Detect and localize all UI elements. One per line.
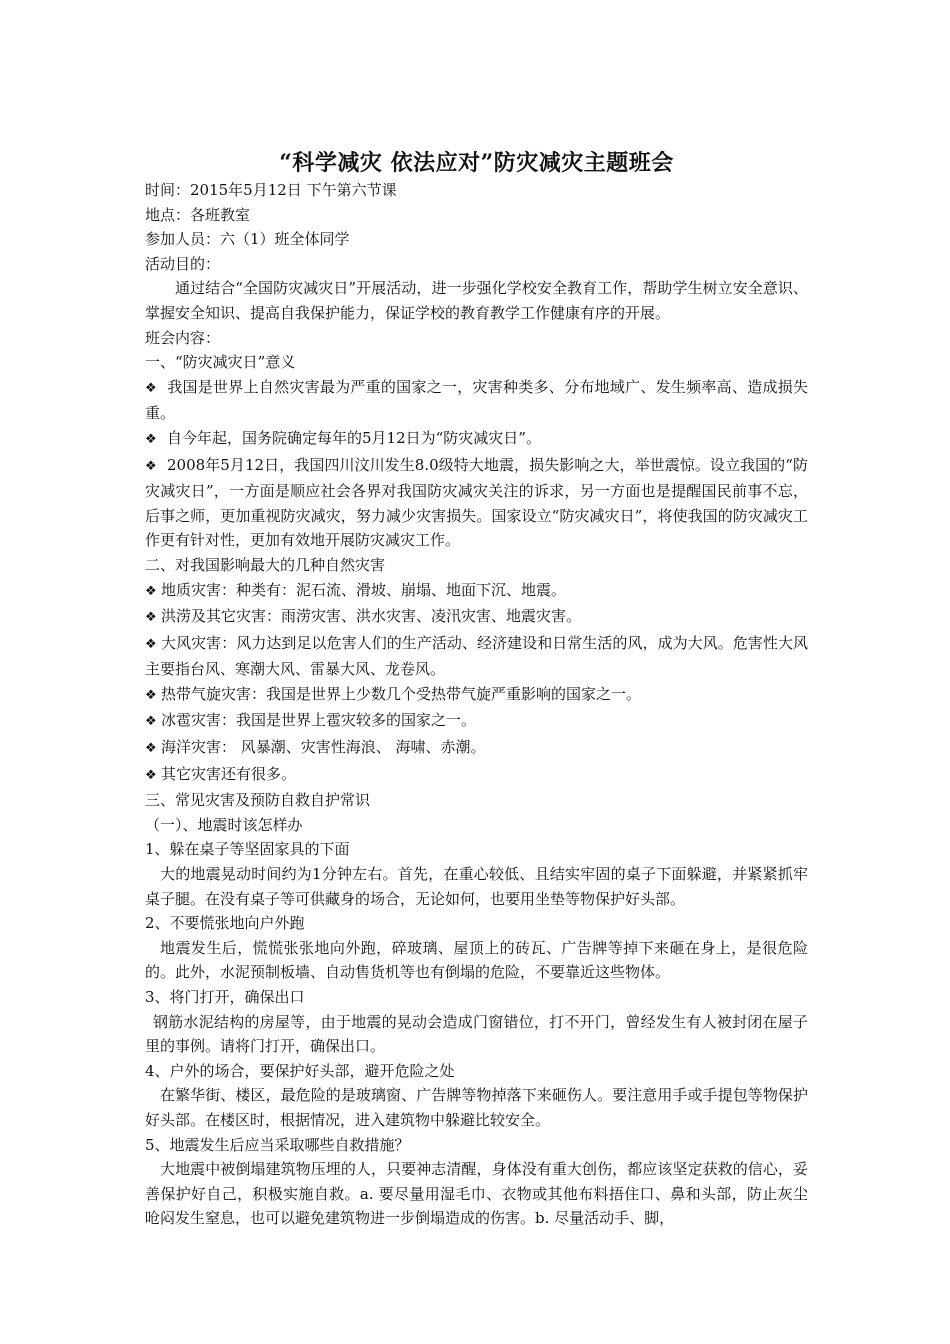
- section3-heading: 三、常见灾害及预防自救自护常识: [145, 791, 371, 810]
- section1-bullet: [145, 426, 808, 453]
- section2-heading: 二、对我国影响最大的几种自然灾害: [145, 555, 386, 574]
- section1-heading: 一、“防灾减灾日”意义: [145, 353, 296, 372]
- diamond-bullet-icon: ❖: [145, 610, 157, 626]
- section2-bullet: [145, 708, 808, 735]
- item-text: 大地震中被倒塌建筑物压埋的人，只要神志清醒，身体没有重大创伤，都应该坚定获救的信心，妥善保护好自己，积极实施自救。a. 要尽量用湿毛巾、衣物或其他布料捂住口、鼻和头部，防止灰尘呛闷发生窒息，也可以避免建筑物进一步倒塌造成的伤害。b. 尽量活动手、脚，: [145, 1160, 808, 1228]
- item-heading: 5、地震发生后应当采取哪些自救措施？: [145, 1135, 410, 1154]
- diamond-bullet-icon: ❖: [145, 636, 157, 652]
- section1-bullet: [145, 375, 808, 426]
- item-heading: 4、户外的场合，要保护好头部，避开危险之处: [145, 1061, 455, 1080]
- diamond-bullet-icon: ❖: [145, 714, 157, 730]
- section2-bullet: [145, 604, 808, 631]
- bullet-text: 大风灾害：风力达到足以危害人们的生产活动、经济建设和日常生活的风，成为大风。危害性大风主要指台风、寒潮大风、雷暴大风、龙卷风。: [145, 633, 808, 679]
- diamond-bullet-icon: ❖: [145, 741, 157, 757]
- bullet-text: 2008年5月12日，我国四川汶川发生8.0级特大地震，损失影响之大，举世震惊。设立我国的“防灾减灾日”，一方面是顺应社会各界对我国防灾减灾关注的诉求，另一方面也是提醒国民前事不忘，后事之师，更加重视防灾减灾，努力减少灾害损失。国家设立“防灾减灾日”，将使我国的防灾减灾工作更有针对性，更加有效地开展防灾减灾工作。: [145, 455, 808, 550]
- item-heading: 1、躲在桌子等坚固家具的下面: [145, 840, 350, 859]
- section2-bullet: [145, 682, 808, 709]
- content-label: 班会内容：: [145, 328, 221, 347]
- item-heading: 2、不要慌张地向户外跑: [145, 914, 305, 933]
- item-text: 地震发生后，慌慌张张地向外跑，碎玻璃、屋顶上的砖瓦、广告牌等掉下来砸在身上，是很危险的。此外，水泥预制板墙、自动售货机等也有倒塌的危险，不要靠近这些物体。: [145, 938, 808, 982]
- diamond-bullet-icon: ❖: [145, 458, 157, 474]
- meta-time: 时间：2015年5月12日 下午第六节课: [145, 181, 397, 199]
- bullet-text: 我国是世界上自然灾害最为严重的国家之一，灾害种类多、分布地域广、发生频率高、造成损失重。: [145, 377, 808, 423]
- diamond-bullet-icon: ❖: [145, 431, 157, 447]
- diamond-bullet-icon: ❖: [145, 583, 157, 599]
- bullet-text: 地质灾害：种类有：泥石流、滑坡、崩塌、地面下沉、地震。: [161, 580, 567, 599]
- diamond-bullet-icon: ❖: [145, 767, 157, 783]
- purpose-text: 通过结合“全国防灾减灾日”开展活动，进一步强化学校安全教育工作，帮助学生树立安全意识、掌握安全知识、提高自我保护能力，保证学校的教育教学工作健康有序的开展。: [145, 279, 808, 322]
- item-heading: 3、将门打开，确保出口: [145, 988, 305, 1006]
- purpose-label: 活动目的：: [145, 254, 221, 273]
- bullet-text: 自今年起，国务院确定每年的5月12日为“防灾减灾日”。: [167, 428, 541, 447]
- item-text: 大的地震晃动时间约为1分钟左右。首先，在重心较低、且结实牢固的桌子下面躲避，并紧紧抓牢桌子腿。在没有桌子等可供藏身的场合，无论如何，也要用坐垫等物保护好头部。: [145, 865, 808, 908]
- section2-bullet: [145, 762, 808, 789]
- meta-participants: 参加人员：六（1）班全体同学: [145, 230, 350, 249]
- section2-bullet: [145, 735, 808, 762]
- bullet-text: 洪涝及其它灾害：雨涝灾害、洪水灾害、凌汛灾害、地震灾害。: [161, 607, 582, 626]
- item-text: 在繁华街、楼区，最危险的是玻璃窗、广告牌等物掉落下来砸伤人。要注意用手或手提包等物保护好头部。在楼区时，根据情况，进入建筑物中躲避比较安全。: [145, 1086, 808, 1129]
- item-text: 钢筋水泥结构的房屋等，由于地震的晃动会造成门窗错位，打不开门，曾经发生有人被封闭在屋子里的事例。请将门打开，确保出口。: [145, 1012, 808, 1056]
- section3-subheading: （一）、地震时该怎样办: [145, 815, 303, 834]
- diamond-bullet-icon: ❖: [145, 380, 157, 396]
- document-title: “科学减灾 依法应对”防灾减灾主题班会: [279, 150, 674, 176]
- diamond-bullet-icon: ❖: [145, 687, 157, 703]
- section1-bullet: [145, 453, 808, 553]
- section2-bullet: [145, 631, 808, 682]
- section2-bullet: [145, 578, 808, 605]
- bullet-text: 海洋灾害： 风暴潮、灾害性海浪、 海啸、赤潮。: [161, 738, 486, 757]
- bullet-text: 其它灾害还有很多。: [161, 764, 297, 783]
- bullet-text: 热带气旋灾害：我国是世界上少数几个受热带气旋严重影响的国家之一。: [161, 684, 642, 703]
- bullet-text: 冰雹灾害：我国是世界上雹灾较多的国家之一。: [161, 711, 477, 730]
- meta-place: 地点：各班教室: [145, 205, 251, 224]
